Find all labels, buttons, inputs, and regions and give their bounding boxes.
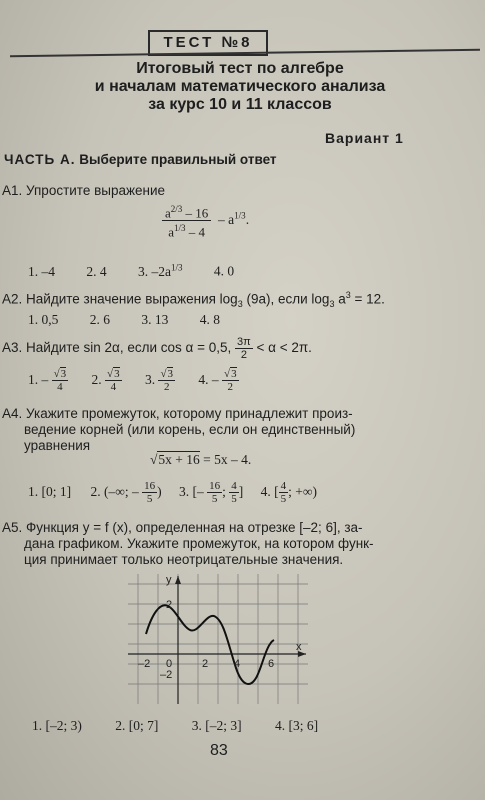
part-instruction: Выберите правильный ответ [79, 152, 277, 167]
a4-line-1: Укажите промежуток, которому принадлежит произ- [26, 406, 353, 421]
graph-grid [128, 574, 308, 704]
a5-options [32, 718, 318, 734]
a3-options [28, 368, 239, 393]
a5-graph [128, 574, 308, 704]
a3-option-1[interactable]: 1. – $\frac{√3}{4}$ [28, 368, 67, 393]
a4-option-2[interactable]: 2. (–∞; – $\frac{16}{5}$ ) [90, 480, 162, 505]
a1-formula: $\frac{a^{2/3} - 16}{a^{1/3} - 4}$ – $a^{1/3}$. [162, 202, 249, 240]
x-tick-4: 4 [234, 658, 241, 670]
a3-text-suffix: < α < 2π. [256, 340, 312, 356]
a4-question [2, 406, 355, 454]
a5-option-3[interactable]: 3. [–2; 3] [191, 718, 242, 733]
a2-option-1[interactable]: 1. 0,5 [28, 312, 59, 327]
a1-option-2[interactable]: 2. 4 [86, 263, 107, 279]
y-tick-neg2: –2 [160, 669, 173, 681]
a2-question: A2. Найдите значение выражения $\log_3 (9a)$, если $\log_3 a^3 = 12$. [2, 290, 385, 310]
part-label: ЧАСТЬ А. [4, 152, 76, 167]
a4-option-3[interactable]: 3. [– $\frac{16}{5}$ ; $\frac{4}{5}$ ] [179, 480, 244, 505]
a3-number: A3. [2, 340, 23, 356]
a1-option-4[interactable]: 4. 0 [213, 263, 235, 279]
a1-question [2, 183, 165, 198]
a5-line-2: дана графиком. Укажите промежуток, на котором функ- [24, 536, 374, 551]
a3-option-2[interactable]: 2. $\frac{√3}{4}$ [91, 368, 120, 393]
a2-option-4[interactable]: 4. 8 [199, 312, 220, 327]
a3-text-prefix: Найдите sin 2α, если cos α = 0,5, [26, 340, 232, 356]
a2-options [28, 312, 220, 328]
variant-label: Вариант 1 [325, 130, 404, 146]
a3-option-4[interactable]: 4. – $\frac{√3}{2}$ [198, 368, 237, 393]
x-tick-neg2: –2 [138, 658, 151, 670]
a2-option-3[interactable]: 3. 13 [141, 312, 169, 327]
a5-line-3: ция принимает только неотрицательные значения. [24, 552, 344, 567]
x-axis-label: x [296, 641, 302, 653]
a1-option-1[interactable]: 1. –4 [28, 263, 55, 279]
y-tick-2: 2 [166, 599, 173, 611]
a4-options [28, 480, 317, 505]
a2-text-suffix: = 12. [354, 291, 385, 307]
a4-equation-rhs: = 5x – 4. [203, 452, 252, 467]
y-axis-arrow [175, 576, 181, 584]
y-axis-label: y [166, 574, 172, 586]
title [20, 60, 460, 114]
a4-line-2: ведение корней (или корень, если он единственный) [24, 422, 356, 437]
part-heading [4, 152, 277, 167]
x-tick-2: 2 [202, 658, 209, 670]
a4-option-4[interactable]: 4. [ $\frac{4}{5}$ ; +∞) [260, 480, 317, 505]
a1-text: Упростите выражение [26, 183, 166, 198]
a4-number: A4. [2, 406, 23, 421]
a4-line-3: уравнения [24, 438, 91, 453]
title-line-1: Итоговый тест по алгебре [136, 60, 344, 77]
a5-line-1: Функция y = f (x), определенная на отрезке [–2; 6], за- [26, 520, 363, 535]
title-line-3: за курс 10 и 11 классов [148, 96, 332, 113]
title-line-2: и началам математического анализа [94, 78, 386, 95]
page-number: 83 [210, 742, 228, 759]
a2-text-prefix: Найдите значение выражения log [26, 291, 238, 307]
a2-text-middle: (9a), если log [246, 291, 330, 307]
a3-question: A3. Найдите sin 2α, если cos α = 0,5, $\frac{3\pi}{2}$ < α < 2π. [2, 336, 312, 361]
test-label: ТЕСТ №8 [163, 34, 253, 51]
a4-equation: √5x + 16 = 5x – 4. [150, 452, 252, 467]
x-tick-6: 6 [268, 658, 275, 670]
a2-option-2[interactable]: 2. 6 [89, 312, 110, 327]
a5-question [2, 520, 374, 568]
a1-option-3[interactable]: 3. $-2a^{1/3}$ [138, 262, 183, 279]
a4-option-1[interactable]: 1. [0; 1] [28, 483, 72, 499]
a1-options [28, 262, 234, 280]
a3-option-3[interactable]: 3. $\frac{√3}{2}$ [144, 368, 174, 393]
x-tick-0: 0 [166, 658, 173, 670]
a5-option-1[interactable]: 1. [–2; 3) [32, 718, 82, 733]
a2-number: A2. [2, 291, 23, 307]
a1-number: A1. [2, 183, 23, 198]
a5-number: A5. [2, 520, 23, 535]
a5-option-4[interactable]: 4. [3; 6] [275, 718, 319, 733]
a5-option-2[interactable]: 2. [0; 7] [115, 718, 159, 733]
